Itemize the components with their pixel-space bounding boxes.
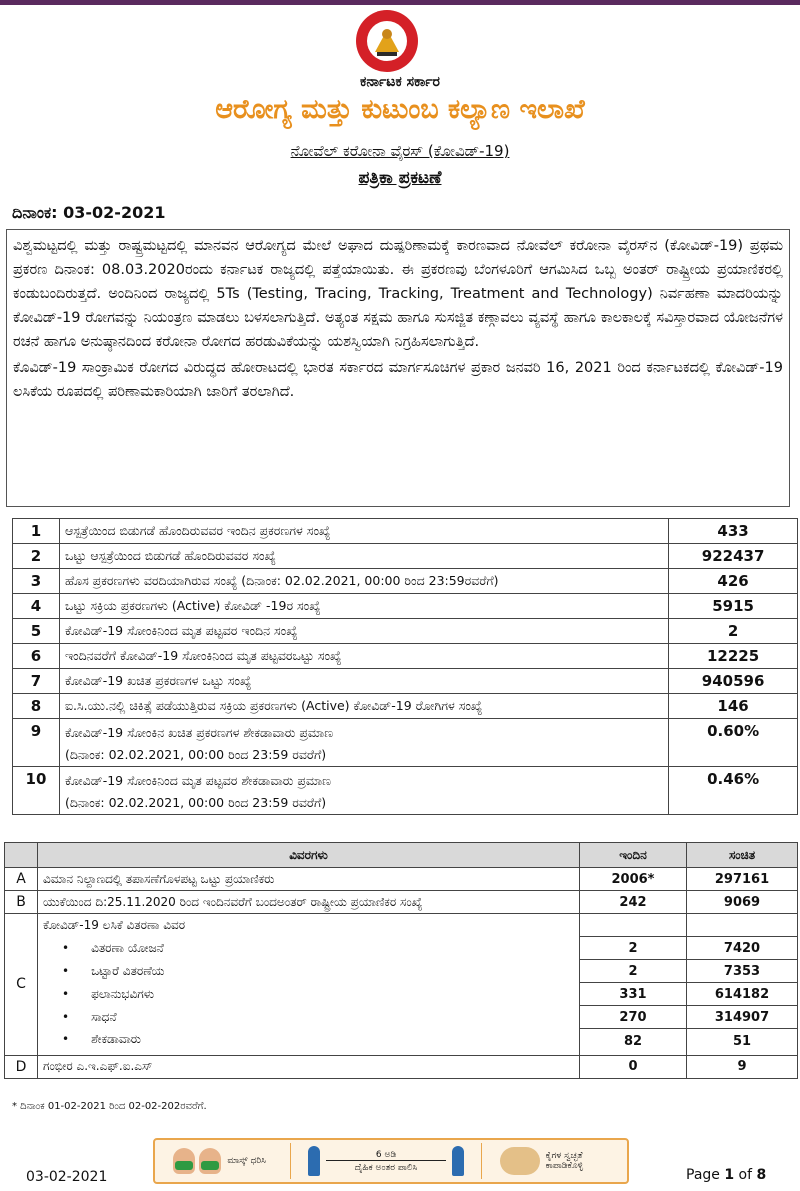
banner-divider <box>481 1143 482 1179</box>
stat-value: 433 <box>669 519 798 544</box>
stat-description <box>59 544 668 569</box>
stat-value: 5915 <box>669 594 798 619</box>
stat-desc-line: ಒಟ್ಟು ಆಸ್ಪತ್ರೆಯಿಂದ ಬಿಡುಗಡೆ ಹೊಂದಿರುವವರ ಸಂಖ್ಯೆ <box>64 548 276 563</box>
vaccine-item-today: 2 <box>580 960 687 983</box>
subtitle: ನೋವೆಲ್ ಕರೋನಾ ವೈರಸ್ (ಕೋವಿಡ್-19) <box>290 142 510 160</box>
details-table <box>4 842 798 1079</box>
vaccine-item-label: • ಒಟ್ಟಾರೆ ವಿತರಣೆಯ <box>38 960 580 983</box>
stats-row <box>13 694 798 719</box>
hands-section <box>488 1140 627 1182</box>
row-letter: B <box>5 891 38 914</box>
stats-row <box>13 669 798 694</box>
vaccine-item-label: • ಫಲಾನುಭವಿಗಳು <box>38 983 580 1006</box>
stat-description <box>59 719 668 767</box>
vaccine-item-today: 2 <box>580 937 687 960</box>
footnote: * ದಿನಾಂಕ 01-02-2021 ರಿಂದ 02-02-202ರವರೆಗೆ. <box>12 1101 207 1112</box>
government-name: ಕರ್ನಾಟಕ ಸರ್ಕಾರ <box>360 74 440 90</box>
stat-number: 10 <box>13 767 60 815</box>
vaccine-item <box>5 1006 798 1029</box>
person-icon <box>452 1146 464 1176</box>
details-header-row <box>5 843 798 868</box>
row-cumulative: 297161 <box>687 868 798 891</box>
stat-desc-line: (ದಿನಾಂಕ: 02.02.2021, 00:00 ರಿಂದ 23:59 ರವರೆಗೆ) <box>64 795 327 810</box>
department-title: ಆರೋಗ್ಯ ಮತ್ತು ಕುಟುಂಬ ಕಲ್ಯಾಣ ಇಲಾಖೆ <box>215 94 585 125</box>
header-blank <box>5 843 38 868</box>
row-letter: A <box>5 868 38 891</box>
intro-paragraph-2: ಕೊವಿಡ್-19 ಸಾಂಕ್ರಾಮಿಕ ರೋಗದ ವಿರುದ್ಧದ ಹೋರಾಟದಲ್ಲಿ ಭಾರತ ಸರ್ಕಾರದ ಮಾರ್ಗಸೂಚಿಗಳ ಪ್ರಕಾರ ಜನವರಿ 16, 2021 ರಿಂದ ಕರ್ನಾಟಕದಲ್ಲಿ ಕೋವಿಡ್-19 ಲಸಿಕೆಯ ರೂಪದಲ್ಲಿ ಪರಿಣಾಮಕಾರಿಯಾಗಿ ಜಾರಿಗೆ ತರಲಾಗಿದೆ. <box>13 360 783 400</box>
row-d <box>5 1055 798 1078</box>
vaccine-item-label: • ವಿತರಣಾ ಯೋಜನೆ <box>38 937 580 960</box>
stat-description <box>59 519 668 544</box>
release-date: ದಿನಾಂಕ: 03-02-2021 <box>12 203 166 222</box>
vaccine-item-cumulative: 314907 <box>687 1006 798 1029</box>
banner-divider <box>290 1143 291 1179</box>
hands-text: ಕೈಗಳ ಸ್ವಚ್ಛತೆ ಕಾಪಾಡಿಕೊಳ್ಳಿ <box>545 1151 584 1171</box>
stat-desc-line: ಕೋವಿಡ್-19 ಸೋಂಕಿನ ಖಚಿತ ಪ್ರಕರಣಗಳ ಶೇಕಡಾವಾರು ಪ್ರಮಾಣ <box>64 725 334 740</box>
intro-box <box>6 229 790 507</box>
stat-number: 1 <box>13 519 60 544</box>
header-today: ಇಂದಿನ <box>580 843 687 868</box>
mask-text: ಮಾಸ್ಕ್ ಧರಿಸಿ <box>227 1156 266 1166</box>
vaccine-item-label: • ಶೇಕಡಾವಾರು <box>38 1029 580 1051</box>
stat-value: 426 <box>669 569 798 594</box>
vaccine-item <box>5 937 798 960</box>
vaccine-title: ಕೋವಿಡ್-19 ಲಸಿಕೆ ವಿತರಣಾ ವಿವರ <box>38 914 580 937</box>
blank-cell <box>580 914 687 937</box>
covid-safety-banner <box>153 1138 629 1184</box>
row-desc: ವಿಮಾನ ನಿಲ್ದಾಣದಲ್ಲಿ ತಪಾಸಣೆಗೊಳಪಟ್ಟ ಒಟ್ಟು ಪ್ರಯಾಣಿಕರು <box>38 868 580 891</box>
row-today: 2006* <box>580 868 687 891</box>
masked-face-icon <box>199 1148 221 1174</box>
stat-description <box>59 619 668 644</box>
handwash-icon <box>500 1147 540 1175</box>
vaccine-item-label: • ಸಾಧನೆ <box>38 1006 580 1029</box>
stat-desc-line: ಒಟ್ಟು ಸಕ್ರಿಯ ಪ್ರಕರಣಗಳು (Active) ಕೋವಿಡ್ -19ರ ಸಂಖ್ಯೆ <box>64 598 321 613</box>
row-cumulative: 9069 <box>687 891 798 914</box>
vaccine-item-today: 331 <box>580 983 687 1006</box>
vaccine-item <box>5 983 798 1006</box>
stat-desc-line: ಐ.ಸಿ.ಯು.ನಲ್ಲಿ ಚಿಕಿತ್ಸೆ ಪಡೆಯುತ್ತಿರುವ ಸಕ್ರಿಯ ಪ್ರಕರಣಗಳು (Active) ಕೋವಿಡ್-19 ರೋಗಿಗಳ ಸಂಖ್ಯೆ <box>64 698 483 713</box>
stat-value: 12225 <box>669 644 798 669</box>
intro-paragraph-1: ವಿಶ್ವಮಟ್ಟದಲ್ಲಿ ಮತ್ತು ರಾಷ್ಟ್ರಮಟ್ಟದಲ್ಲಿ ಮಾನವನ ಆರೋಗ್ಯದ ಮೇಲೆ ಅಘಾದ ದುಷ್ಪರಿಣಾಮಕ್ಕೆ ಕಾರಣವಾದ ನೋವೆಲ್ ಕರೋನಾ ವೈರಸ್‌ನ (ಕೋವಿಡ್-19) ಪ್ರಥಮ ಪ್ರಕರಣ ದಿನಾಂಕ: 08.03.2020ರಂದು ಕರ್ನಾಟಕ ರಾಜ್ಯದಲ್ಲಿ ಪತ್ತೆಯಾಯಿತು. ಈ ಪ್ರಕರಣವು ಬೆಂಗಳೂರಿಗೆ ಆಗಮಿಸಿದ ಒಬ್ಬ ಅಂತರ್ ರಾಷ್ಟ್ರೀಯ ಪ್ರಯಾಣಿಕರಲ್ಲಿ ಕಂಡುಬಂದಿರುತ್ತದೆ. ಅಂದಿನಿಂದ ರಾಜ್ಯದಲ್ಲಿ 5Ts (Testing, Tracing, Tracking, Treatment and Technology) ನಿರ್ವಹಣಾ ಮಾದರಿಯನ್ನು ಕೋವಿಡ್-19 ರೋಗವನ್ನು ನಿಯಂತ್ರಣ ಮಾಡಲು ಬಳಸಲಾಗುತ್ತಿದೆ. ಅತ್ಯಂತ ಸಕ್ಷಮ ಹಾಗೂ ಸುಸಜ್ಜಿತ ಕಣ್ಗಾವಲು ವ್ಯವಸ್ಥೆ ಹಾಗೂ ಕಾಲಕಾಲಕ್ಕೆ ಸವಿಸ್ತಾರವಾದ ಯೋಜನೆಗಳ ರಚನೆ ಹಾಗೂ ಅನುಷ್ಠಾನದಿಂದ ಕರೋನಾ ರೋಗದ ಹರಡುವಿಕೆಯನ್ನು ಯಶಸ್ವಿಯಾಗಿ ನಿಗ್ರಹಿಸಲಾಗುತ್ತಿದೆ. <box>13 238 783 350</box>
masked-face-icon <box>173 1148 195 1174</box>
stat-desc-line: ಕೋವಿಡ್-19 ಖಚಿತ ಪ್ರಕರಣಗಳ ಒಟ್ಟು ಸಂಖ್ಯೆ <box>64 673 252 688</box>
stats-row <box>13 544 798 569</box>
stat-description <box>59 594 668 619</box>
top-bar <box>0 0 800 5</box>
stats-row <box>13 569 798 594</box>
stat-value: 2 <box>669 619 798 644</box>
vaccine-item-today: 82 <box>580 1029 687 1056</box>
row-cumulative: 9 <box>687 1055 798 1078</box>
stat-value: 922437 <box>669 544 798 569</box>
row-letter: D <box>5 1055 38 1078</box>
blank-cell <box>687 914 798 937</box>
person-icon <box>308 1146 320 1176</box>
distance-section <box>297 1140 475 1182</box>
stat-desc-line: ಇಂದಿನವರೆಗೆ ಕೋವಿಡ್-19 ಸೋಂಕಿನಿಂದ ಮೃತ ಪಟ್ಟವರಒಟ್ಟು ಸಂಖ್ಯೆ <box>64 648 342 663</box>
stat-number: 4 <box>13 594 60 619</box>
stat-desc-line: ಕೋವಿಡ್-19 ಸೋಂಕಿನಿಂದ ಮೃತ ಪಟ್ಟವರ ಶೇಕಡಾವಾರು ಪ್ರಮಾಣ <box>64 773 332 788</box>
stats-row <box>13 719 798 767</box>
stat-number: 9 <box>13 719 60 767</box>
header-details: ವಿವರಗಳು <box>38 843 580 868</box>
page-number: Page 1 of 8 <box>686 1167 767 1183</box>
stat-desc-line: ಆಸ್ಪತ್ರೆಯಿಂದ ಬಿಡುಗಡೆ ಹೊಂದಿರುವವರ ಇಂದಿನ ಪ್ರಕರಣಗಳ ಸಂಖ್ಯೆ <box>64 523 331 538</box>
stat-number: 7 <box>13 669 60 694</box>
distance-text: ದೈಹಿಕ ಅಂತರ ಪಾಲಿಸಿ <box>326 1160 446 1173</box>
stat-value: 146 <box>669 694 798 719</box>
stat-number: 6 <box>13 644 60 669</box>
stat-desc-line: (ದಿನಾಂಕ: 02.02.2021, 00:00 ರಿಂದ 23:59 ರವರೆಗೆ) <box>64 747 327 762</box>
vaccine-item-cumulative: 7420 <box>687 937 798 960</box>
row-desc: ಗಂಭೀರ ಎ.ಇ.ಎಫ್.ಐ.ಎಸ್ <box>38 1055 580 1078</box>
vaccine-item <box>5 1029 798 1051</box>
stats-row <box>13 619 798 644</box>
distance-top: 6 ಅಡಿ <box>375 1149 397 1160</box>
stat-value: 0.46% <box>669 767 798 815</box>
stat-description <box>59 669 668 694</box>
row-today: 242 <box>580 891 687 914</box>
stats-row <box>13 767 798 815</box>
stat-number: 3 <box>13 569 60 594</box>
stats-row <box>13 644 798 669</box>
row-b <box>5 891 798 914</box>
stat-number: 8 <box>13 694 60 719</box>
row-a <box>5 868 798 891</box>
karnataka-emblem-icon <box>343 8 431 74</box>
stat-description <box>59 694 668 719</box>
bottom-date: 03-02-2021 <box>26 1169 108 1185</box>
stat-description <box>59 767 668 815</box>
stats-row <box>13 519 798 544</box>
stat-desc-line: ಹೊಸ ಪ್ರಕರಣಗಳು ವರದಿಯಾಗಿರುವ ಸಂಖ್ಯೆ (ದಿನಾಂಕ: 02.02.2021, 00:00 ರಿಂದ 23:59ರವರೆಗೆ) <box>64 573 499 588</box>
stat-value: 0.60% <box>669 719 798 767</box>
row-today: 0 <box>580 1055 687 1078</box>
mask-section <box>155 1140 284 1182</box>
vaccine-item-cumulative: 51 <box>687 1029 798 1056</box>
stats-table <box>12 518 798 815</box>
row-c-title <box>5 914 798 937</box>
header-cumulative: ಸಂಚಿತ <box>687 843 798 868</box>
stat-value: 940596 <box>669 669 798 694</box>
stat-number: 2 <box>13 544 60 569</box>
vaccine-item-cumulative: 7353 <box>687 960 798 983</box>
stat-number: 5 <box>13 619 60 644</box>
row-letter: C <box>5 914 38 1056</box>
stat-description <box>59 569 668 594</box>
stat-description <box>59 644 668 669</box>
row-desc: ಯುಕೆಯಿಂದ ದಿ:25.11.2020 ರಿಂದ ಇಂದಿನವರೆಗೆ ಬಂದಅಂತರ್ ರಾಷ್ಟ್ರೀಯ ಪ್ರಯಾಣಿಕರ ಸಂಖ್ಯೆ <box>38 891 580 914</box>
stat-desc-line: ಕೋವಿಡ್-19 ಸೋಂಕಿನಿಂದ ಮೃತ ಪಟ್ಟವರ ಇಂದಿನ ಸಂಖ್ಯೆ <box>64 623 298 638</box>
vaccine-item <box>5 960 798 983</box>
vaccine-item-today: 270 <box>580 1006 687 1029</box>
vaccine-item-cumulative: 614182 <box>687 983 798 1006</box>
stats-row <box>13 594 798 619</box>
press-release-title: ಪತ್ರಿಕಾ ಪ್ರಕಟಣೆ <box>358 168 442 188</box>
